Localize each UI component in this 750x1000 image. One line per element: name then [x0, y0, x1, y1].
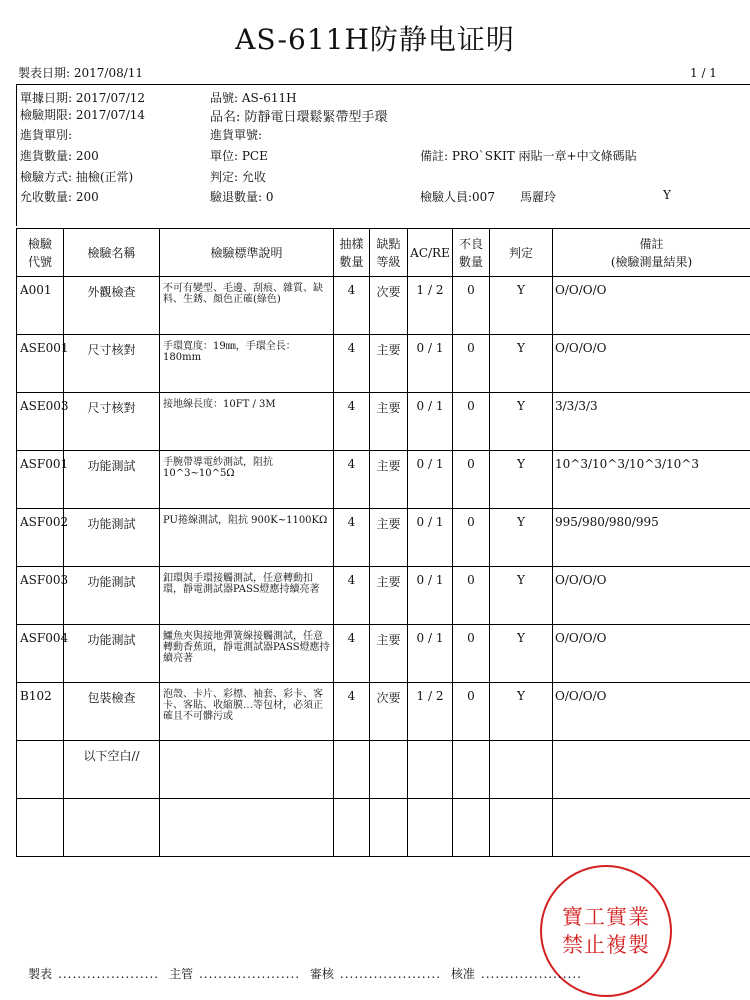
row-remark: O/O/O/O: [553, 335, 750, 393]
row-code: ASF001: [17, 451, 64, 509]
row-name: 功能測試: [64, 451, 160, 509]
row-level: 主要: [370, 335, 408, 393]
table-row: [17, 451, 750, 509]
blank-cell: [408, 799, 453, 857]
row-acre: 0 / 1: [408, 625, 453, 683]
blank-row: [17, 799, 750, 857]
row-standard: 釦環與手環接觸測試，任意轉動扣環，靜電測試器PASS燈應持續亮著: [160, 567, 334, 625]
blank-cell: [334, 799, 370, 857]
row-name: 功能測試: [64, 567, 160, 625]
blank-cell: [490, 741, 553, 799]
page-number: 1 / 1: [690, 66, 717, 80]
row-standard: 鱷魚夾與接地彈簧線接觸測試，任意轉動香蕉頭，靜電測試器PASS燈應持續亮著: [160, 625, 334, 683]
row-name: 外觀檢查: [64, 277, 160, 335]
row-level: 主要: [370, 393, 408, 451]
blank-cell: [370, 741, 408, 799]
header-sample: 抽樣 數量: [334, 229, 370, 277]
table-header-row: [17, 229, 750, 277]
row-sample: 4: [334, 683, 370, 741]
row-remark: O/O/O/O: [553, 683, 750, 741]
row-acre: 0 / 1: [408, 567, 453, 625]
blank-cell: [553, 799, 750, 857]
blank-row: [17, 741, 750, 799]
row-code: ASF002: [17, 509, 64, 567]
row-judge: Y: [490, 625, 553, 683]
row-acre: 0 / 1: [408, 451, 453, 509]
row-name: 功能測試: [64, 625, 160, 683]
inspect-method: 檢驗方式: 抽檢(正常): [20, 170, 134, 184]
row-judge: Y: [490, 683, 553, 741]
footer-dots: .....................: [58, 967, 160, 981]
row-acre: 0 / 1: [408, 509, 453, 567]
blank-cell: [453, 799, 490, 857]
row-standard: 手環寬度：19㎜，手環全長：180mm: [160, 335, 334, 393]
row-ng: 0: [453, 509, 490, 567]
header-defect: 缺點 等級: [370, 229, 408, 277]
blank-cell: [408, 741, 453, 799]
footer-approve: 核准: [450, 967, 475, 981]
row-sample: 4: [334, 335, 370, 393]
table-row: [17, 393, 750, 451]
part-no: 品號: AS-611H: [210, 91, 297, 105]
company-stamp: 寶工實業 禁止複製: [540, 865, 672, 997]
unit: 單位: PCE: [210, 149, 268, 163]
row-name: 包裝檢查: [64, 683, 160, 741]
row-judge: Y: [490, 567, 553, 625]
row-judge: Y: [490, 509, 553, 567]
row-standard: 泡殼、卡片、彩標、袖套、彩卡、客卡、客貼、收縮膜…等包材，必須正確且不可髒污或: [160, 683, 334, 741]
table-row: [17, 567, 750, 625]
row-level: 次要: [370, 277, 408, 335]
header-acre: AC/RE: [408, 229, 453, 277]
footer-supervisor: 主管: [168, 967, 193, 981]
row-acre: 0 / 1: [408, 335, 453, 393]
row-code: ASE003: [17, 393, 64, 451]
blank-cell: [453, 741, 490, 799]
row-remark: 3/3/3/3: [553, 393, 750, 451]
blank-cell: [160, 741, 334, 799]
table-row: [17, 335, 750, 393]
row-acre: 1 / 2: [408, 277, 453, 335]
row-standard: PU捲線測試，阻抗 900K~1100KΩ: [160, 509, 334, 567]
document-title: AS-611H防静电证明: [235, 23, 515, 56]
inspector-name: 馬麗玲: [520, 190, 557, 204]
inspect-deadline: 檢驗期限: 2017/07/14: [20, 108, 146, 122]
blank-cell: [334, 741, 370, 799]
row-level: 主要: [370, 451, 408, 509]
row-remark: O/O/O/O: [553, 567, 750, 625]
remark: 備註: PRO`SKIT 兩貼一章+中文條碼貼: [420, 149, 637, 163]
header-ng: 不良 數量: [453, 229, 490, 277]
inspector: 檢驗人員:007: [420, 190, 495, 204]
accept-qty: 允收數量: 200: [20, 190, 99, 204]
incoming-type: 進貨單別:: [20, 128, 73, 142]
header-standard: 檢驗標準說明: [160, 229, 334, 277]
row-ng: 0: [453, 683, 490, 741]
blank-cell: [490, 799, 553, 857]
row-sample: 4: [334, 509, 370, 567]
row-code: ASF003: [17, 567, 64, 625]
row-level: 主要: [370, 509, 408, 567]
row-acre: 0 / 1: [408, 393, 453, 451]
incoming-no: 進貨單號:: [210, 128, 263, 142]
footer-dots: .....................: [480, 967, 582, 981]
table-row: [17, 509, 750, 567]
row-judge: Y: [490, 335, 553, 393]
footer-review: 審核: [309, 967, 334, 981]
row-sample: 4: [334, 625, 370, 683]
row-sample: 4: [334, 277, 370, 335]
row-ng: 0: [453, 277, 490, 335]
inspector-flag: Y: [663, 188, 671, 202]
row-level: 主要: [370, 625, 408, 683]
header-code: 檢驗 代號: [17, 229, 64, 277]
row-judge: Y: [490, 451, 553, 509]
judgement: 判定: 允收: [210, 170, 266, 184]
row-level: 次要: [370, 683, 408, 741]
table-row: [17, 683, 750, 741]
row-ng: 0: [453, 625, 490, 683]
blank-cell: [553, 741, 750, 799]
footer-dots: .....................: [339, 967, 442, 981]
row-standard: 接地線長度：10FT / 3M: [160, 393, 334, 451]
row-code: ASF004: [17, 625, 64, 683]
row-sample: 4: [334, 567, 370, 625]
info-section: [16, 84, 750, 226]
footer-dots: .....................: [198, 967, 301, 981]
blank-cell: [17, 741, 64, 799]
signature-footer: [28, 965, 588, 982]
part-name: 品名: 防靜電日環鬆緊帶型手環: [210, 110, 388, 125]
row-remark: O/O/O/O: [553, 625, 750, 683]
row-remark: O/O/O/O: [553, 277, 750, 335]
row-remark: 10^3/10^3/10^3/10^3: [553, 451, 750, 509]
row-code: ASE001: [17, 335, 64, 393]
blank-cell: [17, 799, 64, 857]
prep-date: 製表日期: 2017/08/11: [18, 66, 144, 80]
order-date: 單據日期: 2017/07/12: [20, 91, 146, 105]
row-ng: 0: [453, 393, 490, 451]
table-row: [17, 625, 750, 683]
row-name: 尺寸核對: [64, 335, 160, 393]
row-standard: 不可有變型、毛邊、刮痕、雜質、缺料、生銹、顏色正確(綠色): [160, 277, 334, 335]
row-judge: Y: [490, 277, 553, 335]
row-sample: 4: [334, 393, 370, 451]
header-name: 檢驗名稱: [64, 229, 160, 277]
row-ng: 0: [453, 567, 490, 625]
table-row: [17, 277, 750, 335]
blank-cell: [160, 799, 334, 857]
incoming-qty: 進貨數量: 200: [20, 149, 99, 163]
row-judge: Y: [490, 393, 553, 451]
header-judge: 判定: [490, 229, 553, 277]
row-standard: 手腕帶導電紗測試，阻抗 10^3~10^5Ω: [160, 451, 334, 509]
blank-note: 以下空白//: [64, 741, 160, 799]
blank-cell: [64, 799, 160, 857]
return-qty: 驗退數量: 0: [210, 190, 274, 204]
blank-cell: [370, 799, 408, 857]
row-name: 尺寸核對: [64, 393, 160, 451]
row-level: 主要: [370, 567, 408, 625]
row-acre: 1 / 2: [408, 683, 453, 741]
row-remark: 995/980/980/995: [553, 509, 750, 567]
row-name: 功能測試: [64, 509, 160, 567]
inspection-table: [16, 228, 750, 857]
header-remark: 備註 (檢驗測量結果): [553, 229, 750, 277]
row-code: A001: [17, 277, 64, 335]
row-ng: 0: [453, 335, 490, 393]
row-code: B102: [17, 683, 64, 741]
row-ng: 0: [453, 451, 490, 509]
footer-maker: 製表: [28, 967, 53, 981]
row-sample: 4: [334, 451, 370, 509]
